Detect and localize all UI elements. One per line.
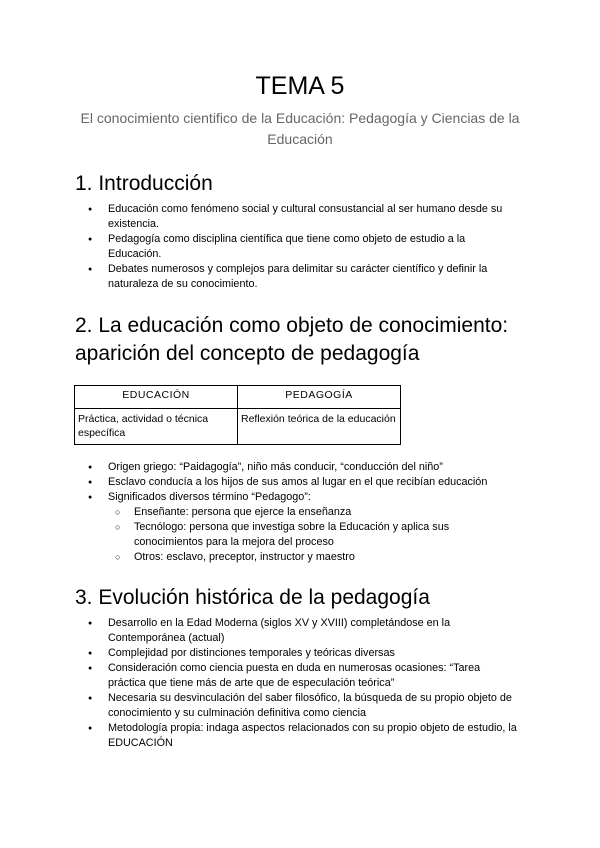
bullet-list-pedagogia <box>75 460 520 565</box>
table-cell: Reflexión teórica de la educación <box>238 409 401 445</box>
document-title: TEMA 5 <box>255 72 345 100</box>
section-heading-educacion-objeto: 2. La educación como objeto de conocimiento: aparición del concepto de pedagogía <box>75 314 509 365</box>
sub-list-item: ○ Tecnólogo: persona que investiga sobre la Educación y aplica sus conocimientos para la mejora del proceso <box>108 520 520 550</box>
list-item-text: Significados diversos término “Pedagogo”: <box>108 491 311 503</box>
list-item: ● Consideración como ciencia puesta en duda en numerosas ocasiones: “Tarea práctica que tiene más de arte que de especulación teórica” <box>75 661 520 691</box>
table-header-cell: EDUCACIÓN <box>75 386 238 409</box>
bullet-list-introduccion <box>75 202 520 292</box>
list-item: ● Debates numerosos y complejos para delimitar su carácter científico y definir la naturaleza de su conocimiento. <box>75 262 520 292</box>
list-item: ● Necesaria su desvinculación del saber filosófico, la búsqueda de su propio objeto de conocimiento y su culminación definitiva como ciencia <box>75 691 520 721</box>
list-item: ● Metodología propia: indaga aspectos relacionados con su propio objeto de estudio, la EDUCACIÓN <box>75 721 520 751</box>
section-heading-evolucion: 3. Evolución histórica de la pedagogía <box>75 586 430 609</box>
list-item: ● Desarrollo en la Edad Moderna (siglos XV y XVIII) completándose en la Contemporánea (actual) <box>75 616 520 646</box>
list-item: ● Complejidad por distinciones temporales y teóricas diversas <box>75 646 520 661</box>
list-item: ● Pedagogía como disciplina científica que tiene como objeto de estudio a la Educación. <box>75 232 520 262</box>
sub-list-item: ○ Otros: esclavo, preceptor, instructor y maestro <box>108 550 520 565</box>
comparison-table <box>74 385 401 445</box>
bullet-list-evolucion <box>75 616 520 751</box>
table-header-cell: PEDAGOGÍA <box>238 386 401 409</box>
table-header-row <box>75 386 401 409</box>
list-item: ● Esclavo conducía a los hijos de sus amos al lugar en el que recibían educación <box>75 475 520 490</box>
list-item: ● Origen griego: “Paidagogía”, niño más conducir, “conducción del niño” <box>75 460 520 475</box>
list-item <box>75 490 520 565</box>
sub-bullet-list <box>108 505 520 565</box>
sub-list-item: ○ Enseñante: persona que ejerce la enseñanza <box>108 505 520 520</box>
table-cell: Práctica, actividad o técnica específica <box>75 409 238 445</box>
list-item: ● Educación como fenómeno social y cultural consustancial al ser humano desde su existencia. <box>75 202 520 232</box>
table-row <box>75 409 401 445</box>
section-heading-introduccion: 1. Introducción <box>75 172 213 195</box>
document-subtitle: El conocimiento cientifico de la Educación: Pedagogía y Ciencias de la Educación <box>80 110 520 147</box>
